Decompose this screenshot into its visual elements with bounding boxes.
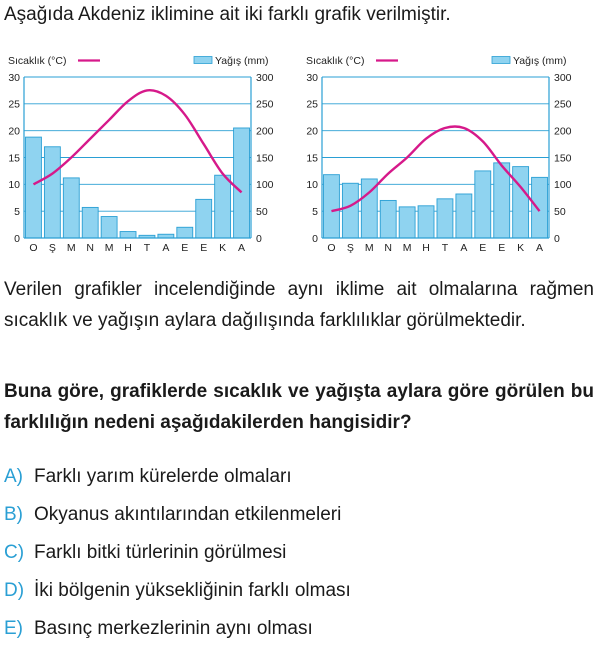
precipitation-bar	[494, 163, 510, 238]
left-tick-label: 15	[8, 152, 20, 165]
option-text: Farklı yarım kürelerde olmaları	[34, 466, 292, 487]
right-tick-label: 200	[256, 125, 274, 138]
right-tick-label: 100	[256, 179, 274, 192]
month-label: E	[479, 242, 487, 254]
precipitation-bar	[120, 232, 136, 238]
month-label: M	[402, 242, 412, 254]
option-text: Farklı bitki türlerinin görülmesi	[34, 542, 287, 563]
right-tick-label: 300	[554, 71, 572, 84]
right-tick-label: 0	[256, 232, 262, 245]
question-text: Buna göre, grafiklerde sıcaklık ve yağışta aylara göre görülen bu farklılığın nedeni aşağıdakilerden hangisidir?	[4, 381, 594, 433]
option-text: İki bölgenin yüksekliğinin farklı olması	[34, 580, 351, 601]
left-tick-label: 5	[14, 205, 20, 218]
precipitation-bar	[196, 199, 212, 238]
option-b[interactable]	[4, 496, 351, 534]
precipitation-bar	[324, 175, 340, 238]
left-tick-label: 30	[8, 71, 20, 84]
option-c[interactable]	[4, 534, 351, 572]
month-label: T	[143, 242, 151, 254]
option-letter: B)	[4, 504, 23, 525]
month-label: T	[441, 242, 449, 254]
legend-precipitation-swatch	[194, 57, 212, 64]
month-label: Ş	[48, 242, 56, 254]
left-tick-label: 30	[306, 71, 318, 84]
left-tick-label: 5	[312, 205, 318, 218]
month-label: A	[162, 242, 170, 254]
precipitation-bar	[475, 171, 491, 238]
right-tick-label: 100	[554, 179, 572, 192]
month-label: A	[238, 242, 246, 254]
right-tick-label: 150	[554, 152, 572, 165]
left-tick-label: 15	[306, 152, 318, 165]
right-tick-label: 250	[554, 98, 572, 111]
chart-svg	[6, 46, 298, 256]
month-label: N	[384, 242, 393, 254]
option-a[interactable]	[4, 458, 351, 496]
precipitation-bar	[82, 207, 98, 238]
left-tick-label: 20	[306, 125, 318, 138]
precipitation-bar	[418, 206, 434, 238]
option-e[interactable]	[4, 610, 351, 648]
left-tick-label: 20	[8, 125, 20, 138]
precipitation-bar	[177, 227, 193, 238]
left-tick-label: 25	[8, 98, 20, 111]
left-tick-label: 25	[306, 98, 318, 111]
option-letter: E)	[4, 618, 23, 639]
month-label: A	[536, 242, 544, 254]
left-tick-label: 10	[8, 179, 20, 192]
month-label: E	[181, 242, 189, 254]
right-tick-label: 0	[554, 232, 560, 245]
legend-precipitation-label: Yağış (mm)	[215, 55, 269, 67]
climate-chart-1	[6, 46, 298, 261]
precipitation-bar	[44, 147, 60, 238]
description-paragraph: Verilen grafikler incelendiğinde aynı iklime ait olmalarına rağmen sıcaklık ve yağışın aylara dağılışında farklılıklar görülmektedir.	[4, 279, 594, 331]
month-label: A	[460, 242, 468, 254]
month-label: N	[86, 242, 95, 254]
answer-options	[4, 458, 351, 648]
precipitation-bar	[63, 178, 79, 238]
legend-precipitation-label: Yağış (mm)	[513, 55, 567, 67]
precipitation-bar	[513, 167, 529, 238]
month-label: Ş	[346, 242, 354, 254]
month-label: K	[219, 242, 227, 254]
precipitation-bar	[342, 183, 358, 238]
month-label: H	[124, 242, 132, 254]
month-label: H	[422, 242, 430, 254]
precipitation-bar	[101, 217, 117, 238]
month-label: M	[364, 242, 374, 254]
precipitation-bar	[234, 128, 250, 238]
precipitation-bar	[456, 194, 472, 238]
right-tick-label: 50	[256, 205, 268, 218]
month-label: K	[517, 242, 525, 254]
option-text: Basınç merkezlerinin aynı olması	[34, 618, 313, 639]
month-label: O	[327, 242, 336, 254]
precipitation-bar	[437, 199, 453, 238]
left-tick-label: 0	[14, 232, 20, 245]
month-label: M	[66, 242, 76, 254]
left-tick-label: 10	[306, 179, 318, 192]
chart-svg	[304, 46, 596, 256]
precipitation-bar	[26, 137, 42, 238]
right-tick-label: 150	[256, 152, 274, 165]
month-label: E	[200, 242, 208, 254]
option-letter: A)	[4, 466, 23, 487]
month-label: O	[29, 242, 38, 254]
legend-temperature-label: Sıcaklık (°C)	[8, 55, 67, 67]
right-tick-label: 300	[256, 71, 274, 84]
month-label: E	[498, 242, 506, 254]
precipitation-bar	[380, 200, 396, 238]
option-text: Okyanus akıntılarından etkilenmeleri	[34, 504, 342, 525]
right-tick-label: 50	[554, 205, 566, 218]
month-label: M	[104, 242, 114, 254]
right-tick-label: 250	[256, 98, 274, 111]
precipitation-bar	[399, 207, 415, 238]
climate-chart-2	[304, 46, 596, 261]
temperature-line	[33, 90, 241, 192]
legend-temperature-label: Sıcaklık (°C)	[306, 55, 365, 67]
precipitation-bar	[532, 177, 548, 238]
option-d[interactable]	[4, 572, 351, 610]
legend-precipitation-swatch	[492, 57, 510, 64]
option-letter: D)	[4, 580, 25, 601]
intro-text: Aşağıda Akdeniz iklimine ait iki farklı grafik verilmiştir.	[4, 4, 451, 25]
right-tick-label: 200	[554, 125, 572, 138]
left-tick-label: 0	[312, 232, 318, 245]
option-letter: C)	[4, 542, 25, 563]
precipitation-bar	[215, 175, 231, 238]
